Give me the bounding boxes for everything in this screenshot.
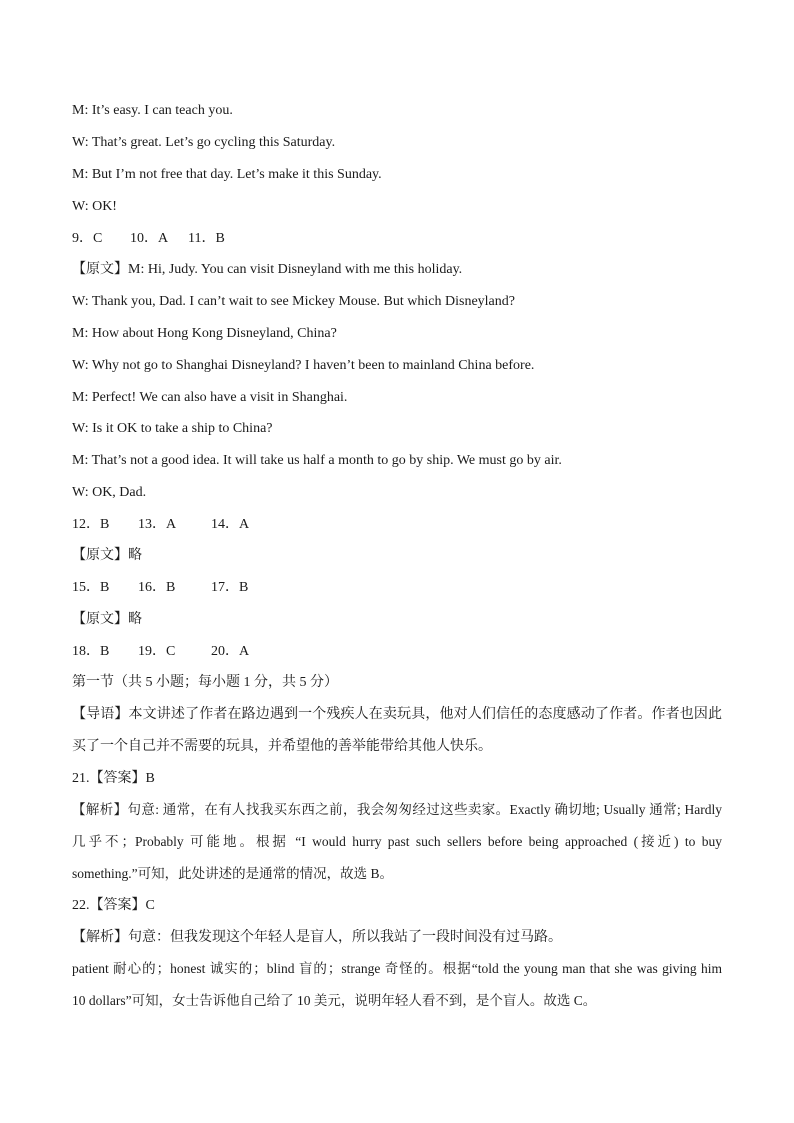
dialogue-line: M: It’s easy. I can teach you. [72,103,233,118]
analysis-line: 10 dollars”可知，女士告诉他自己给了 10 美元，说明年轻人看不到，是个盲人。故选 C。 [72,993,597,1008]
dialogue-line: W: Thank you, Dad. I can’t wait to see Mickey Mouse. But which Disneyland? [72,294,515,309]
answer-item: 13．A [138,517,177,532]
answer-row [72,642,722,662]
dialogue-line: M: But I’m not free that day. Let’s make it this Sunday. [72,167,382,182]
answer-item: 11．B [188,231,225,246]
section-heading: 第一节（共 5 小题；每小题 1 分，共 5 分） [72,675,338,690]
answer-item: 20．A [211,644,250,659]
answer-item: 10．A [130,231,169,246]
answer-item: 14．A [211,517,250,532]
analysis-line: something.”可知，此处讲述的是通常的情况，故选 B。 [72,866,393,881]
answer-item: 17．B [211,580,249,595]
dialogue-line: W: OK, Dad. [72,485,147,500]
answer-item: 18．B [72,644,110,659]
answer-item: 9．C [72,231,103,246]
answer-row [72,229,722,249]
answer-item: 12．B [72,517,110,532]
transcript-line: 【原文】略 [72,548,142,563]
dialogue-line: M: Perfect! We can also have a visit in Shanghai. [72,390,348,405]
analysis-line: 【解析】句意: 通常，在有人找我买东西之前，我会匆匆经过这些卖家。Exactly 确切地; Usually 通常; Hardly [72,802,722,817]
answer-heading: 22.【答案】C [72,898,155,913]
answer-item: 15．B [72,580,110,595]
dialogue-line: W: Is it OK to take a ship to China? [72,421,273,436]
guide-paragraph-line: 买了一个自己并不需要的玩具，并希望他的善举能带给其他人快乐。 [72,739,492,754]
guide-paragraph-line: 【导语】本文讲述了作者在路边遇到一个残疾人在卖玩具，他对人们信任的态度感动了作者。作者也因此 [72,707,722,722]
answer-item: 19．C [138,644,176,659]
analysis-line: patient 耐心的；honest 诚实的；blind 盲的；strange 奇怪的。根据“told the young man that she was giving him [72,961,722,976]
answer-heading: 21.【答案】B [72,771,155,786]
transcript-line: 【原文】略 [72,612,142,627]
analysis-line: 【解析】句意：但我发现这个年轻人是盲人，所以我站了一段时间没有过马路。 [72,930,562,945]
answer-row [72,578,722,598]
dialogue-line: W: That’s great. Let’s go cycling this Saturday. [72,135,336,150]
dialogue-line: W: Why not go to Shanghai Disneyland? I haven’t been to mainland China before. [72,358,535,373]
dialogue-line: W: OK! [72,199,117,214]
dialogue-line: M: That’s not a good idea. It will take us half a month to go by ship. We must go by air. [72,453,562,468]
answer-item: 16．B [138,580,176,595]
dialogue-line: M: How about Hong Kong Disneyland, China? [72,326,337,341]
transcript-line: 【原文】M: Hi, Judy. You can visit Disneyland with me this holiday. [72,262,463,277]
analysis-line: 几乎不；Probably 可能地。根据 “I would hurry past such sellers before being approached (接近) to buy [72,834,722,849]
answer-row [72,515,722,535]
